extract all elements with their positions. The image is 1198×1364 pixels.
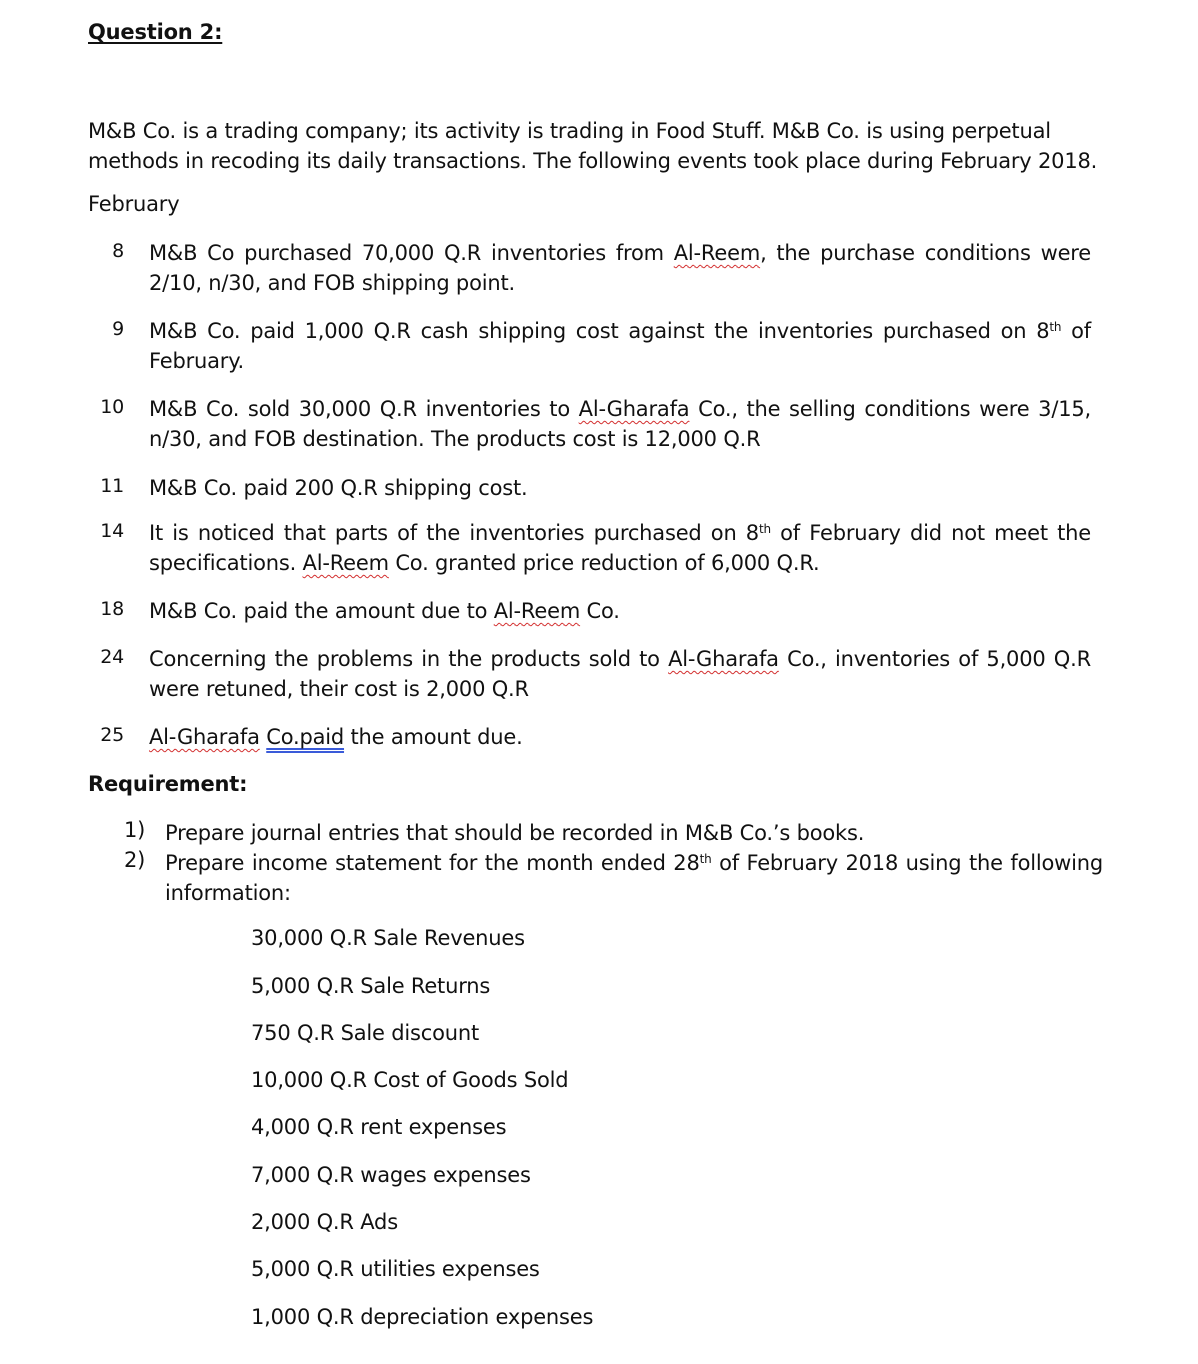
event-day: 14: [100, 520, 124, 542]
event-text: M&B Co. paid 1,000 Q.R cash shipping cost against the inventories purchased on 8th of February.: [149, 319, 1091, 373]
info-line: 5,000 Q.R Sale Returns: [251, 974, 491, 998]
event-day: 11: [100, 475, 124, 497]
event-text: M&B Co. paid 200 Q.R shipping cost.: [149, 476, 528, 500]
event-text: M&B Co. sold 30,000 Q.R inventories to Al-Gharafa Co., the selling conditions were 3/15, n/30, and FOB destination. The products cost is 12,000 Q.R: [149, 397, 1091, 451]
grammar-flagged-text: Co.paid: [266, 725, 345, 749]
company-name: Al-Reem: [302, 551, 389, 575]
info-line: 1,000 Q.R depreciation expenses: [251, 1305, 594, 1329]
event-day: 10: [100, 396, 124, 418]
requirement-number: 1): [124, 818, 146, 842]
event-text: Al-Gharafa Co.paid the amount due.: [149, 725, 523, 749]
info-line: 10,000 Q.R Cost of Goods Sold: [251, 1068, 569, 1092]
info-line: 750 Q.R Sale discount: [251, 1021, 480, 1045]
event-day: 9: [112, 318, 124, 340]
event-text: M&B Co purchased 70,000 Q.R inventories from Al-Reem, the purchase conditions were 2/10, n/30, and FOB shipping point.: [149, 241, 1091, 295]
event-text: Concerning the problems in the products sold to Al-Gharafa Co., inventories of 5,000 Q.R were retuned, their cost is 2,000 Q.R: [149, 647, 1091, 701]
company-name: Al-Reem: [493, 599, 581, 623]
question-title: Question 2:: [88, 20, 223, 44]
company-name: Al-Reem: [673, 241, 761, 265]
requirement-text: Prepare income statement for the month ended 28th of February 2018 using the following information:: [165, 851, 1103, 905]
event-day: 24: [100, 646, 124, 668]
company-name: Al-Gharafa: [668, 647, 779, 671]
info-line: 4,000 Q.R rent expenses: [251, 1115, 507, 1139]
requirement-text: Prepare journal entries that should be recorded in M&B Co.’s books.: [165, 821, 865, 845]
company-name: Al-Gharafa: [578, 397, 690, 421]
company-name: Al-Gharafa: [149, 725, 260, 749]
info-line: 7,000 Q.R wages expenses: [251, 1163, 531, 1187]
requirement-number: 2): [124, 848, 146, 872]
info-line: 2,000 Q.R Ads: [251, 1210, 398, 1234]
event-text: M&B Co. paid the amount due to Al-Reem Co.: [149, 599, 620, 623]
requirement-heading: Requirement:: [88, 772, 248, 796]
event-text: It is noticed that parts of the inventories purchased on 8th of February did not meet the specifications. Al-Reem Co. granted price reduction of 6,000 Q.R.: [149, 521, 1091, 575]
event-day: 25: [100, 724, 124, 746]
event-day: 8: [112, 240, 124, 262]
month-label: February: [88, 192, 180, 216]
info-line: 5,000 Q.R utilities expenses: [251, 1257, 540, 1281]
event-day: 18: [100, 598, 124, 620]
intro-paragraph: M&B Co. is a trading company; its activity is trading in Food Stuff. M&B Co. is using perpetual methods in recoding its daily transactions. The following events took place during February 2018.: [88, 119, 1098, 173]
info-line: 30,000 Q.R Sale Revenues: [251, 926, 525, 950]
